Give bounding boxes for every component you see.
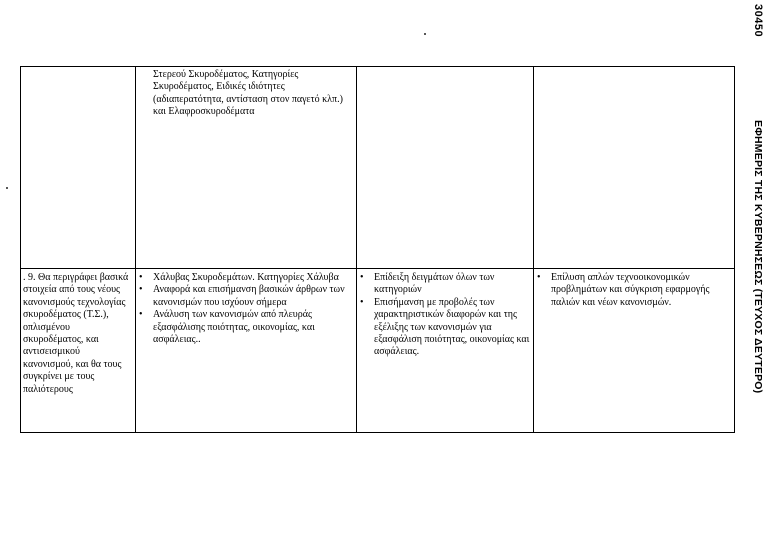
activity-cell (537, 272, 722, 309)
scan-speck (424, 33, 426, 35)
list-item: • Χάλυβας Σκυροδεμάτων. Κατηγορίες Χάλυβα (139, 272, 353, 284)
column-divider (135, 66, 136, 433)
list-item: • Αναφορά και επισήμανση βασικών άρθρων των κανονισμών που ισχύουν σήμερα (139, 284, 353, 309)
list-item: • Επίλυση απλών τεχνοοικονομικών προβλημάτων και σύγκριση εφαρμογής παλιών και νέων κανονισμών. (537, 272, 722, 309)
list-item: • Ανάλυση των κανονισμών από πλευράς εξασφάλισης ποιότητας, οικονομίας, και ασφάλειας.. (139, 309, 353, 346)
content-cell (139, 272, 353, 346)
page-number: 30450 (752, 4, 764, 38)
row-divider (20, 268, 735, 269)
journal-title: ΕΦΗΜΕΡΙΣ ΤΗΣ ΚΥΒΕΡΝΗΣΕΩΣ (ΤΕΥΧΟΣ ΔΕΥΤΕΡΟ) (752, 120, 764, 394)
list-item: • Επίδειξη δειγμάτων όλων των κατηγοριών (360, 272, 530, 297)
table-right-border (734, 66, 735, 433)
objective-cell: . 9. Θα περιγράφει βασικά στοιχεία από τους νέους κανονισμούς τεχνολογίας σκυροδέματος (Τ.Σ.), οπλισμένου σκυροδέματος, και αντισεισμικού κανονισμού, και θα τους συγκρίνει με τους παλιότερους (23, 272, 129, 395)
curriculum-table (20, 66, 735, 433)
list-item: • Επισήμανση με προβολές των χαρακτηριστικών διαφορών και της εξέλιξης των κανονισμών για εξασφάλιση ποιότητας, οικονομίας και ασφάλειας. (360, 297, 530, 359)
column-divider (356, 66, 357, 433)
running-header (752, 4, 782, 424)
table-top-border (20, 66, 735, 67)
teaching-cell (360, 272, 530, 359)
table-bottom-border (20, 432, 735, 433)
column-divider (533, 66, 534, 433)
upper-row-content-cell: Στερεού Σκυροδέματος, Κατηγορίες Σκυροδέματος, Ειδικές ιδιότητες (αδιαπερατότητα, αντίσταση στον παγετό κλπ.) και Ελαφροσκυροδέματα (153, 69, 343, 118)
table-left-border (20, 66, 21, 433)
scan-speck (6, 187, 8, 189)
